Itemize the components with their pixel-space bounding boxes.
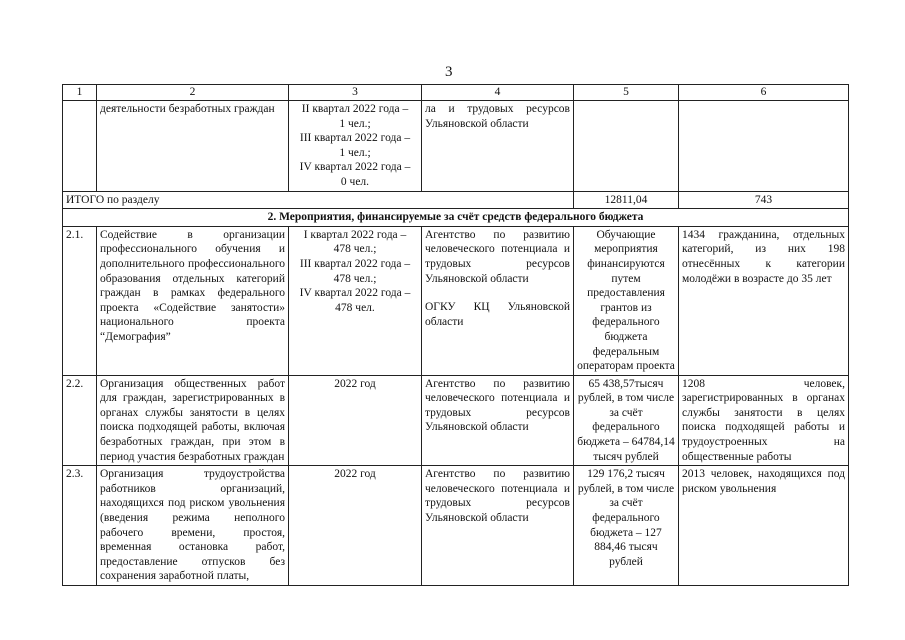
- column-number-row: [63, 85, 849, 101]
- responsible: Агентство по развитию человеческого потенциала и трудовых ресурсов Ульяновской области ОГКУ КЦ Ульяновской области: [422, 226, 574, 375]
- column-number: 2: [97, 85, 289, 101]
- column-number: 1: [63, 85, 97, 101]
- table-row: [63, 226, 849, 375]
- table-row: [63, 375, 849, 466]
- column-number: 5: [574, 85, 679, 101]
- section-header-row: [63, 209, 849, 227]
- result: 1434 гражданина, отдельных категорий, из них 198 отнесённых к категории молодёжи в возрасте до 35 лет: [679, 226, 849, 375]
- row-number: 2.3.: [63, 466, 97, 586]
- measure-name: Организация трудоустройства работников организаций, находящихся под риском увольнения (введения режима неполного рабочего времени, простоя, временная остановка работ, предоставление отпусков без сохранения заработной платы,: [97, 466, 289, 586]
- result: 1208 человек, зарегистрированных в органах службы занятости в целях поиска подходящей работы и трудоустроенных на общественные работы: [679, 375, 849, 466]
- deadline: I квартал 2022 года – 478 чел.; III квартал 2022 года – 478 чел.; IV квартал 2022 года – 478 чел.: [289, 226, 422, 375]
- total-funding: 12811,04: [574, 191, 679, 209]
- row-number: 2.2.: [63, 375, 97, 466]
- page-number: 3: [445, 64, 453, 80]
- measure-name: Содействие в организации профессионального обучения и дополнительного профессионального образования отдельных категорий граждан в рамках федерального проекта «Содействие занятости» национального проекта “Демография”: [97, 226, 289, 375]
- deadline: 2022 год: [289, 466, 422, 586]
- total-row: [63, 191, 849, 209]
- responsible: Агентство по развитию человеческого потенциала и трудовых ресурсов Ульяновской области: [422, 375, 574, 466]
- result: [679, 101, 849, 192]
- deadline: II квартал 2022 года – 1 чел.; III квартал 2022 года – 1 чел.; IV квартал 2022 года – 0 чел.: [289, 101, 422, 192]
- table-row: [63, 466, 849, 586]
- table-row: [63, 101, 849, 192]
- measures-table: [62, 84, 849, 586]
- measure-name: Организация общественных работ для граждан, зарегистрированных в органах службы занятости в целях поиска подходящей работы, включая безработных граждан, при этом в период участия безработных граждан: [97, 375, 289, 466]
- total-result: 743: [679, 191, 849, 209]
- row-number: [63, 101, 97, 192]
- column-number: 3: [289, 85, 422, 101]
- responsible: Агентство по развитию человеческого потенциала и трудовых ресурсов Ульяновской области: [422, 466, 574, 586]
- measure-name: деятельности безработных граждан: [97, 101, 289, 192]
- total-label: ИТОГО по разделу: [63, 191, 574, 209]
- deadline: 2022 год: [289, 375, 422, 466]
- funding: 65 438,57тысяч рублей, в том числе за счёт федерального бюджета – 64784,14 тысяч рублей: [574, 375, 679, 466]
- result: 2013 человек, находящихся под риском увольнения: [679, 466, 849, 586]
- section-title: 2. Мероприятия, финансируемые за счёт средств федерального бюджета: [63, 209, 849, 227]
- responsible: ла и трудовых ресурсов Ульяновской области: [422, 101, 574, 192]
- funding: 129 176,2 тысяч рублей, в том числе за счёт федерального бюджета – 127 884,46 тысяч рублей: [574, 466, 679, 586]
- funding: [574, 101, 679, 192]
- funding: Обучающие мероприятия финансируются путем предоставления грантов из федерального бюджета федеральным операторам проекта: [574, 226, 679, 375]
- column-number: 4: [422, 85, 574, 101]
- column-number: 6: [679, 85, 849, 101]
- row-number: 2.1.: [63, 226, 97, 375]
